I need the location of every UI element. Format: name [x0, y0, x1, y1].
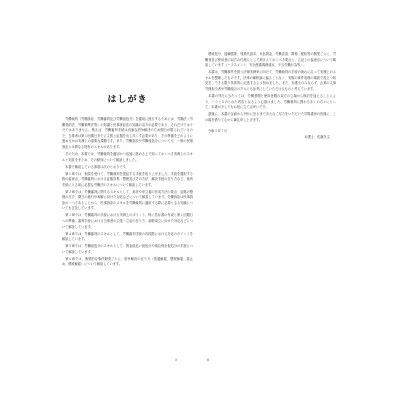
preface-paragraph: 第５章では、労働仮処分のスキルとして、賃金仮払い仮処分や地位保全仮処分の手続について解説しています。 [62, 244, 193, 254]
page-number-right: 6 [207, 358, 210, 362]
preface-paragraph: 労働裁判（労働訴訟、労働審判及び労働仮処分）を適切に進行するためには、労働法（労働契約法、労働基準法等）の知識と民事訴訟法の知識の双方が必要であり、それだけでは十分ではありません。例えば、労働審判手続は迅速な紛争解決のため期日が限られているので、当事者は第１回期日までに主張と証拠を出し尽くす必要があり、その準備をどのように進めるかは実務上の重要な課題です。また、労働訴訟や労働仮処分についても、一般の民事訴訟とは異なる特有のスキルがあります。 [62, 117, 193, 149]
preface-paragraph: 第６章では、典型的な事件類型ごとに、紛争解決の在り方（普通解雇、整理解雇、雇止め、懲戒解雇）について解説しています。 [62, 256, 193, 267]
preface-heading: はしがき [107, 95, 148, 105]
preface-paragraph: 第１章では、相談を受けて、労働裁判を提起する手続を取り上げました。手続を選択する際の留意点、労働審判における証拠収集・整理及びその方法、解決手続の在り方など、裁判手続に入る前に必要な労働法のスキルについて解説しています。 [62, 171, 193, 187]
preface-paragraph: 懲戒処分、退職強要、残業代請求、未払賃金、労働災害、降格・配転等の類型ごとに、労働者及び使用者の双方の代理人として押さえておくべき要点と、立証上の留意点について解説しています（ハラスメント、安全配慮義務違反、不当労働行為等）。 [205, 52, 336, 68]
preface-paragraph: 第２章では、労働審判に関するスキルとして、訴状や申立書の作成方法の要点、証拠の整理の仕方、期日の進行や和解に向けた対応などについて解説しています。労働訴訟は民事訴訟の一つであることから、民事訴訟のスキルを労働裁判に適用する際に必要となる知識についても言及しています。 [62, 189, 193, 211]
left-page [62, 52, 193, 352]
preface-paragraph: 本書の刊行に当たっては、労働者側と使用者側の双方の立場から検討を加えることにより、バランスのとれた内容となるよう心掛けました。労働裁判に携わる多くの方々にとって、本書が少しでもお役に立てば幸いです。 [205, 93, 336, 110]
preface-paragraph: そのため、本書では、労働裁判を適切かつ迅速に進める上で知っておくべき実務上のスキルと知見をまとめ、その動向について解説しました。 [62, 151, 193, 162]
preface-date: 令和５年７月 [208, 129, 228, 134]
right-page [205, 52, 336, 352]
page-number-left: 5 [175, 358, 178, 362]
preface-paragraph: 第３章では、労働審判の手続における実務上のポイント、特に答弁書の作成と第１回期日への準備、審判手続における当事者の主張・立証の在り方、調停成立に向けた対応などについて解説しています。 [62, 213, 193, 229]
preface-paragraph: 最後に、本書の企画から刊行に至るまで多大なご尽力をいただいた学陽書房の皆様に、この場を借りて心から御礼申し上げます。 [205, 112, 336, 122]
author-signature: 弁護士 佐藤久文 [304, 134, 330, 139]
preface-paragraph: 本書は、労働事件を扱う法律実務家に向けて、労働裁判の手続の流れに沿って実務上のスキルを整理したものです。法律の解釈論に偏ることなく、実際の事件処理の場面で役立つ知見を、できる限り具体的に記述するよう努めました。また、弁護士のみならず、企業の人事労務担当者や労働組合の方々にも参考にしていただけるものと考えています。 [205, 70, 336, 91]
preface-paragraph: 第４章では、労働審判のスキルとして、労働審判手続の各段階における対応のポイントを解説しています。 [62, 231, 193, 242]
preface-paragraph: 本書で解説している事項は次のとおりです。 [65, 164, 129, 169]
